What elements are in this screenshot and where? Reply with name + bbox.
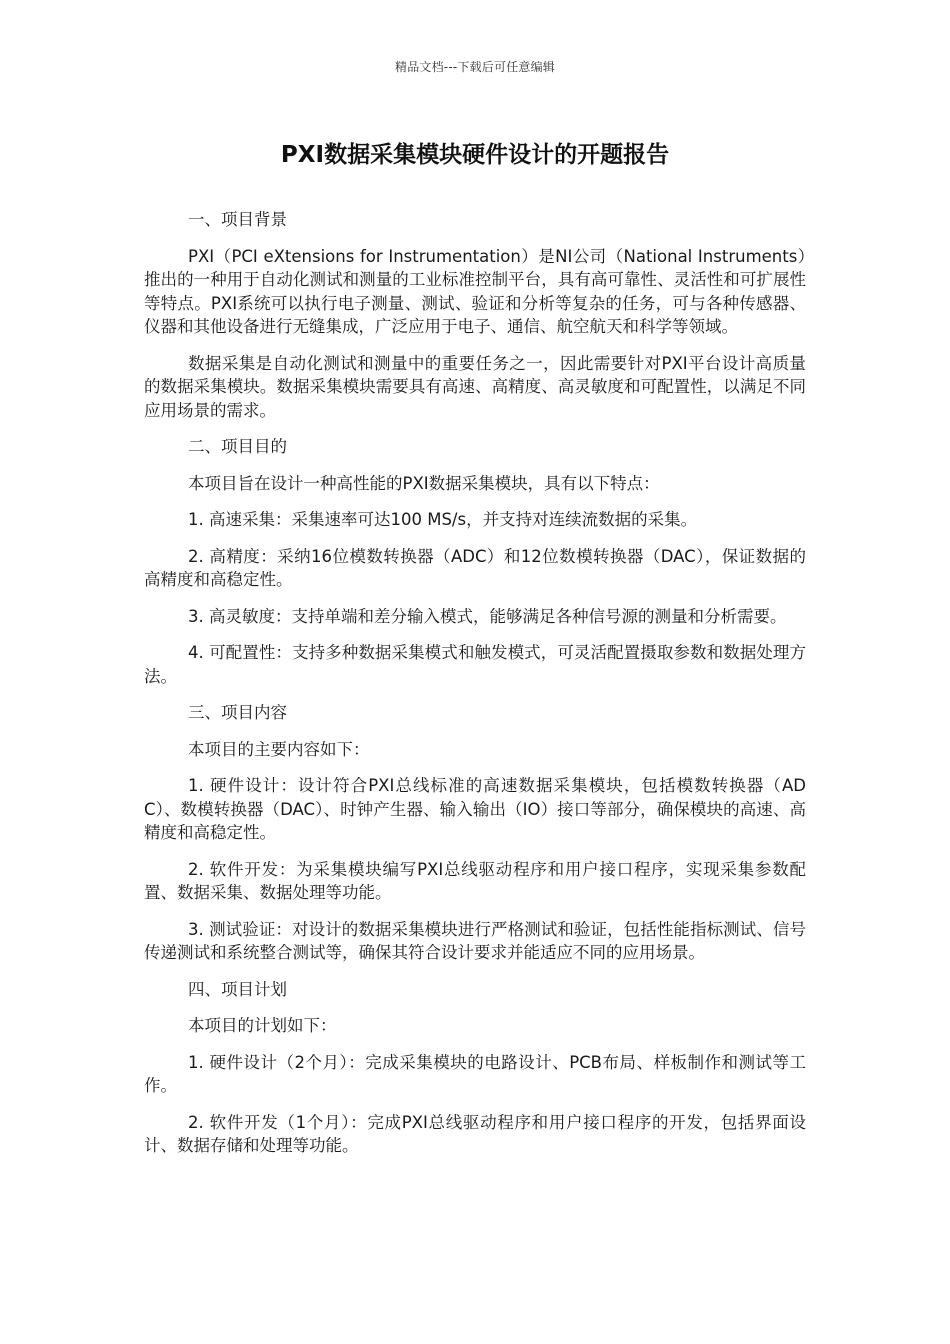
section-heading-background: 一、项目背景: [188, 210, 287, 229]
paragraph-content-intro: 本项目的主要内容如下：: [188, 739, 370, 759]
paragraph-purpose-intro: 本项目旨在设计一种高性能的PXI数据采集模块，具有以下特点：: [188, 473, 660, 493]
section-heading-plan: 四、项目计划: [188, 979, 287, 999]
list-item-purpose-3: 3. 高灵敏度：支持单端和差分输入模式，能够满足各种信号源的测量和分析需要。: [188, 606, 787, 626]
list-item-content-2: 2. 软件开发：为采集模块编写PXI总线驱动程序和用户接口程序，实现采集参数配置、数据采集、数据处理等功能。: [144, 859, 806, 902]
list-item-plan-1: 1. 硬件设计（2个月）：完成采集模块的电路设计、PCB布局、样板制作和测试等工作。: [144, 1052, 806, 1095]
list-item-content-3: 3. 测试验证：对设计的数据采集模块进行严格测试和验证，包括性能指标测试、信号传递测试和系统整合测试等，确保其符合设计要求并能适应不同的应用场景。: [144, 919, 806, 962]
list-item-purpose-2: 2. 高精度：采纳16位模数转换器（ADC）和12位数模转换器（DAC），保证数据的高精度和高稳定性。: [144, 546, 806, 589]
page-header: 精品文档---下载后可任意编辑: [395, 60, 555, 74]
paragraph-plan-intro: 本项目的计划如下：: [188, 1016, 337, 1035]
section-heading-purpose: 二、项目目的: [188, 437, 287, 456]
section-heading-content: 三、项目内容: [188, 703, 287, 722]
list-item-content-1: 1. 硬件设计：设计符合PXI总线标准的高速数据采集模块，包括模数转换器（ADC）、数模转换器（DAC）、时钟产生器、输入输出（IO）接口等部分，确保模块的高速、高精度和高稳定性。: [144, 776, 806, 842]
paragraph-background-2: 数据采集是自动化测试和测量中的重要任务之一，因此需要针对PXI平台设计高质量的数据采集模块。数据采集模块需要具有高速、高精度、高灵敏度和可配置性，以满足不同应用场景的需求。: [144, 353, 806, 420]
document-title: PXI数据采集模块硬件设计的开题报告: [280, 142, 670, 168]
list-item-purpose-1: 1. 高速采集：采集速率可达100 MS/s，并支持对连续流数据的采集。: [188, 510, 698, 529]
paragraph-background-1: PXI（PCI eXtensions for Instrumentation）是NI公司（National Instruments）推出的一种用于自动化测试和测量的工业标准控制平台，具有高可靠性、灵活性和可扩展性等特点。PXI系统可以执行电子测量、测试、验证和分析等复杂的任务，可与各种传感器、仪器和其他设备进行无缝集成，广泛应用于电子、通信、航空航天和科学等领域。: [144, 246, 806, 336]
list-item-purpose-4: 4. 可配置性：支持多种数据采集模式和触发模式，可灵活配置摄取参数和数据处理方法。: [144, 643, 806, 686]
document-body: [144, 208, 806, 1171]
list-item-plan-2: 2. 软件开发（1个月）：完成PXI总线驱动程序和用户接口程序的开发，包括界面设计、数据存储和处理等功能。: [144, 1112, 806, 1155]
